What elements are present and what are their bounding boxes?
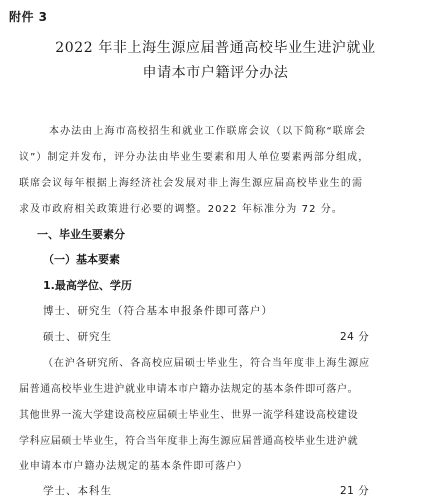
master-note-line-1: （在沪各研究所、各高校应届硕士毕业生，符合当年度非上海生源应 [43, 358, 370, 369]
intro-line-1: 本办法由上海市高校招生和就业工作联席会议（以下简称“联席会 [49, 126, 367, 137]
intro-line-4: 求及市政府相关政策进行必要的调整。2022 年标准分为 72 分。 [19, 204, 344, 215]
master-note-line-3: 其他世界一流大学建设高校应届硕士毕业生、世界一流学科建设高校建设 [19, 410, 359, 421]
degree-phd-line: 博士、研究生（符合基本申报条件即可落户） [43, 305, 273, 317]
attachment-label: 附件 3 [9, 10, 48, 24]
master-note-line-4: 学科应届硕士毕业生，符合当年度非上海生源应届普通高校毕业生进沪就 [19, 436, 359, 447]
degree-bachelor-label: 学士、本科生 [43, 485, 112, 497]
degree-bachelor-score: 21 分 [340, 485, 370, 497]
item-heading-degree: 1.最高学位、学历 [43, 279, 132, 292]
subsection-heading-basic-factors: （一）基本要素 [43, 253, 120, 266]
degree-master-score: 24 分 [340, 331, 370, 343]
master-note-line-5: 业申请本市户籍办法规定的基本条件即可落户） [19, 461, 248, 472]
section-heading-graduate-factors: 一、毕业生要素分 [37, 228, 125, 241]
degree-master-label: 硕士、研究生 [43, 331, 112, 343]
intro-line-3: 联席会议每年根据上海经济社会发展对非上海生源应届高校毕业生的需 [19, 178, 364, 189]
intro-line-2: 议”）制定并发布，评分办法由毕业生要素和用人单位要素两部分组成， [19, 152, 370, 163]
document-title-line-2: 申请本市户籍评分办法 [142, 65, 289, 81]
master-note-line-2: 届普通高校毕业生进沪就业申请本市户籍办法规定的基本条件即可落户。 [19, 384, 359, 395]
document-title-line-1: 2022 年非上海生源应届普通高校毕业生进沪就业 [55, 40, 376, 56]
